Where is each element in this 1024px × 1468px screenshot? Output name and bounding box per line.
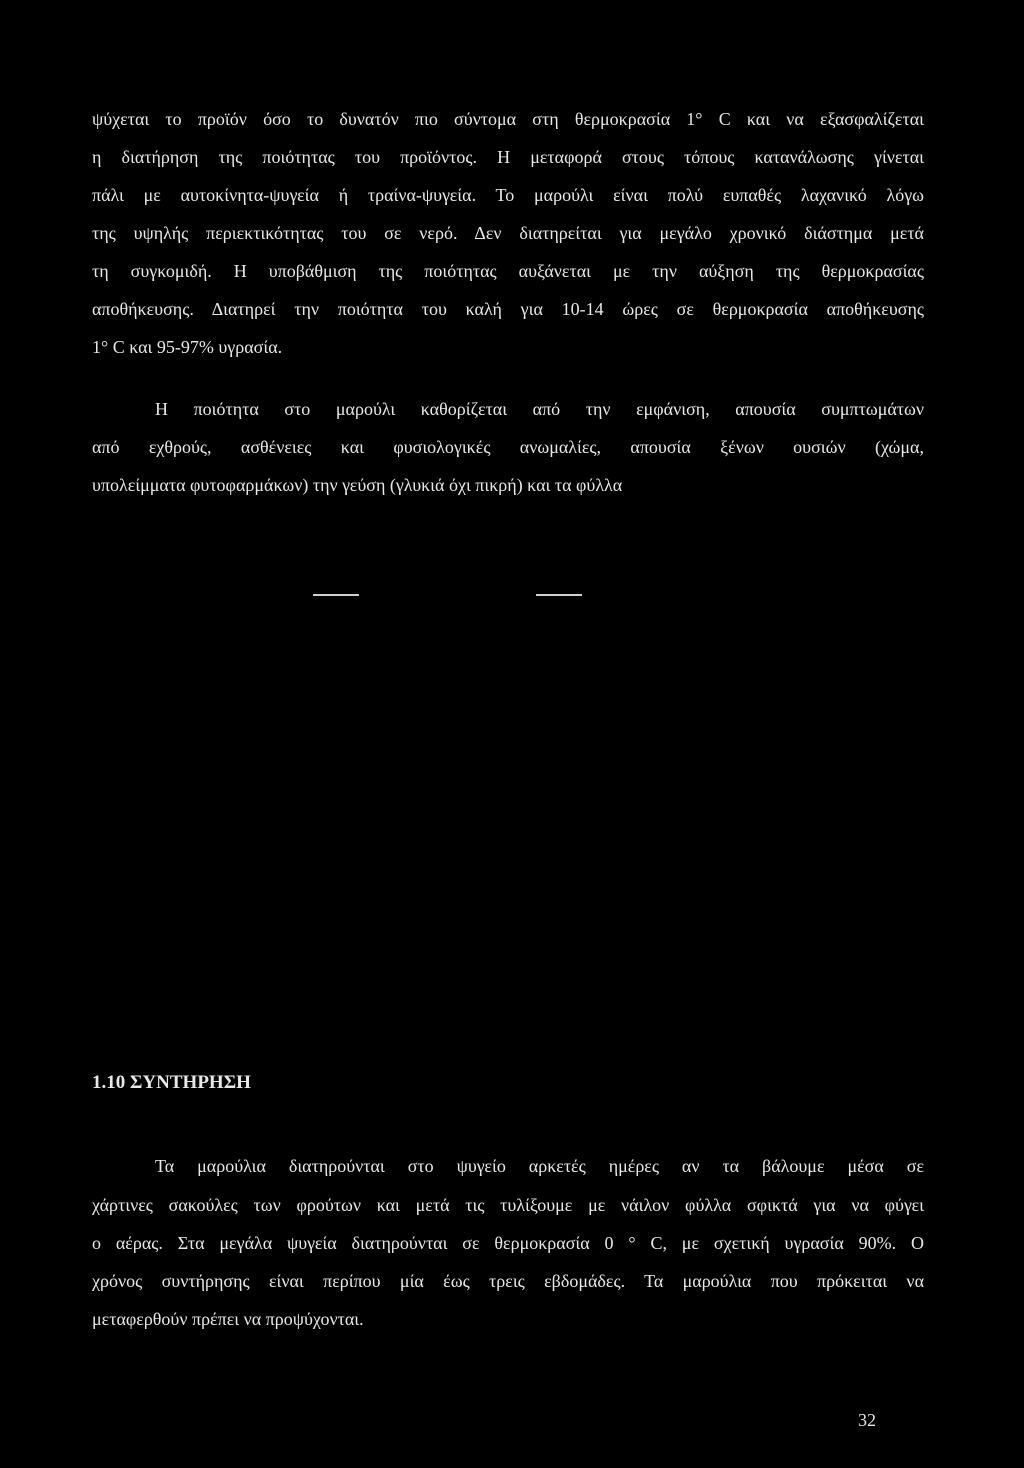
section-heading: 1.10 ΣΥΝΤΗΡΗΣΗ [92, 1072, 251, 1093]
text-line: υπολείμματα φυτοφαρμάκων) την γεύση (γλυκιά όχι πικρή) και τα φύλλα [92, 475, 623, 495]
text-line: 1° C και 95-97% υγρασία. [92, 337, 283, 357]
text-line: η διατήρηση της ποιότητας του προϊόντος. Η μεταφορά στους τόπους κατανάλωσης γίνεται [92, 147, 924, 167]
page-number: 32 [858, 1410, 876, 1430]
text-line: της υψηλής περιεκτικότητας του σε νερό. Δεν διατηρείται για μεγάλο χρονικό διάστημα μετά [92, 223, 924, 243]
text-line: ψύχεται το προϊόν όσο το δυνατόν πιο σύντομα στη θερμοκρασία 1° C και να εξασφαλίζεται [92, 109, 924, 129]
text-line: Η ποιότητα στο μαρούλι καθορίζεται από την εμφάνιση, απουσία συμπτωμάτων [155, 399, 924, 419]
text-line: πάλι με αυτοκίνητα-ψυγεία ή τραίνα-ψυγεία. Το μαρούλι είναι πολύ ευπαθές λαχανικό λόγω [92, 185, 924, 205]
text-line: χάρτινες σακούλες των φρούτων και μετά τις τυλίξουμε με νάιλον φύλλα σφικτά για να φύγει [92, 1195, 924, 1215]
text-line: αποθήκευσης. Διατηρεί την ποιότητα του καλή για 10-14 ώρες σε θερμοκρασία αποθήκευσης [92, 299, 924, 319]
text-line: Τα μαρούλια διατηρούνται στο ψυγείο αρκετές ημέρες αν τα βάλουμε μέσα σε [155, 1156, 924, 1176]
text-line: μεταφερθούν πρέπει να προψύχονται. [92, 1309, 364, 1329]
separator-dash [536, 594, 582, 596]
text-line: τη συγκομιδή. Η υποβάθμιση της ποιότητας αυξάνεται με την αύξηση της θερμοκρασίας [92, 261, 924, 281]
text-line: χρόνος συντήρησης είναι περίπου μία έως τρεις εβδομάδες. Τα μαρούλια που πρόκειται να [92, 1271, 924, 1291]
separator-dash [313, 594, 359, 596]
text-line: ο αέρας. Στα μεγάλα ψυγεία διατηρούνται σε θερμοκρασία 0 ° C, με σχετική υγρασία 90%. Ο [92, 1233, 924, 1253]
text-line: από εχθρούς, ασθένειες και φυσιολογικές ανωμαλίες, απουσία ξένων ουσιών (χώμα, [92, 437, 924, 457]
